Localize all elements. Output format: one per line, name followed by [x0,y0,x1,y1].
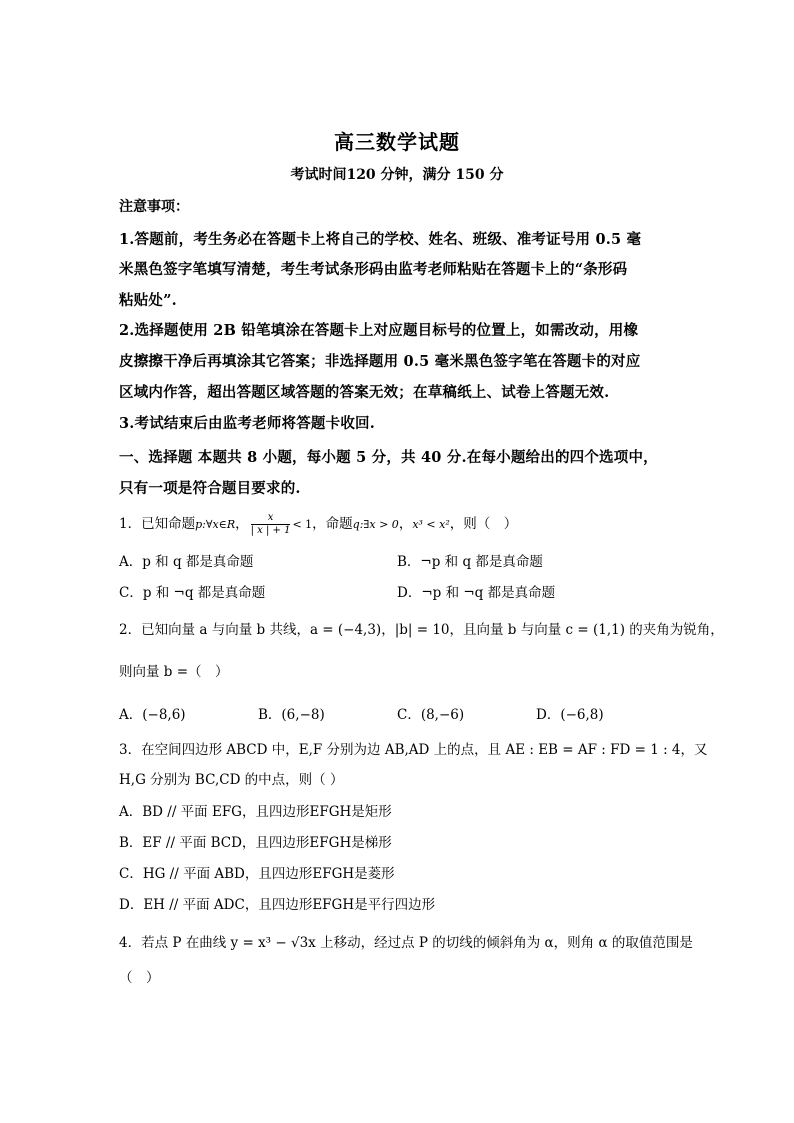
q3-option-a[interactable]: A．BD // 平面 EFG，且四边形EFGH是矩形 [119,804,392,820]
notice-line: 皮擦擦干净后再填涂其它答案；非选择题用 0.5 毫米黑色签字笔在答题卡的对应 [119,353,641,370]
question-4: 4．若点 P 在曲线 y = x³ − √3x 上移动，经过点 P 的切线的倾斜角为 α，则角 α 的取值范围是 [119,935,693,951]
section-heading: 一、选择题 本题共 8 小题，每小题 5 分，共 40 分.在每小题给出的四个选项中， [119,449,658,466]
q1-frac-num: x [251,512,291,525]
q1-sep: ， [235,516,249,532]
q3-option-b[interactable]: B．EF // 平面 BCD，且四边形EFGH是梯形 [119,835,392,851]
q2-option-c[interactable]: C．(8,−6) [397,707,465,723]
q1-p-def: p:∀x∈R [195,518,236,531]
notice-heading: 注意事项： [119,199,189,215]
q1-option-c[interactable]: C．p 和 ¬q 都是真命题 [119,585,266,601]
q1-sep2: ， [398,516,413,532]
notice-line: 3.考试结束后由监考老师将答题卡收回. [119,415,375,432]
notice-line: 粘贴处”. [119,292,177,309]
notice-line: 米黑色签字笔填写清楚，考生考试条形码由监考老师粘贴在答题卡上的“条形码 [119,261,628,278]
q2-option-a[interactable]: A．(−8,6) [119,707,186,723]
q2-option-b[interactable]: B．(6,−8) [258,707,325,723]
q1-option-b[interactable]: B．¬p 和 q 都是真命题 [397,554,543,570]
q1-q-def: q:∃x > 0 [352,518,399,531]
q1-q-ineq: x³ < x² [412,518,450,531]
question-3-cont: H,G 分别为 BC,CD 的中点，则（ ） [119,772,344,788]
notice-line: 区域内作答，超出答题区域答题的答案无效；在草稿纸上、试卷上答题无效. [119,384,610,401]
question-1 [119,512,517,537]
question-2: 2．已知向量 a 与向量 b 共线，a = (−4,3)，|b| = 10，且向量 b 与向量 c = (1,1) 的夹角为锐角， [119,622,724,638]
q1-fraction [251,512,291,537]
q3-option-d[interactable]: D．EH // 平面 ADC，且四边形EFGH是平行四边形 [119,897,436,913]
q1-frac-den: | x | + 1 [250,525,291,536]
q1-suffix: ，则（ ） [449,516,518,532]
q1-prefix: 1．已知命题 [119,516,196,532]
q1-option-a[interactable]: A．p 和 q 都是真命题 [119,554,254,570]
section-heading-cont: 只有一项是符合题目要求的. [119,480,301,497]
q2-option-d[interactable]: D．(−6,8) [536,707,604,723]
notice-line: 1.答题前，考生务必在答题卡上将自己的学校、姓名、班级、准考证号用 0.5 毫 [119,231,642,248]
notice-line: 2.选择题使用 2B 铅笔填涂在答题卡上对应题目标号的位置上，如需改动，用橡 [119,322,639,339]
q1-mid: ，命题 [312,516,353,532]
page-title: 高三数学试题 [334,130,460,154]
q3-option-c[interactable]: C．HG // 平面 ABD，且四边形EFGH是菱形 [119,866,395,882]
question-2-cont: 则向量 b =（ ） [119,664,229,680]
exam-info: 考试时间120 分钟，满分 150 分 [290,167,504,183]
question-4-cont: （ ） [119,970,160,986]
q1-option-d[interactable]: D．¬p 和 ¬q 都是真命题 [397,585,556,601]
question-3: 3．在空间四边形 ABCD 中，E,F 分别为边 AB,AD 上的点，且 AE : EB = AF : FD = 1 : 4，又 [119,742,708,758]
q1-ineq: < 1 [292,518,313,531]
